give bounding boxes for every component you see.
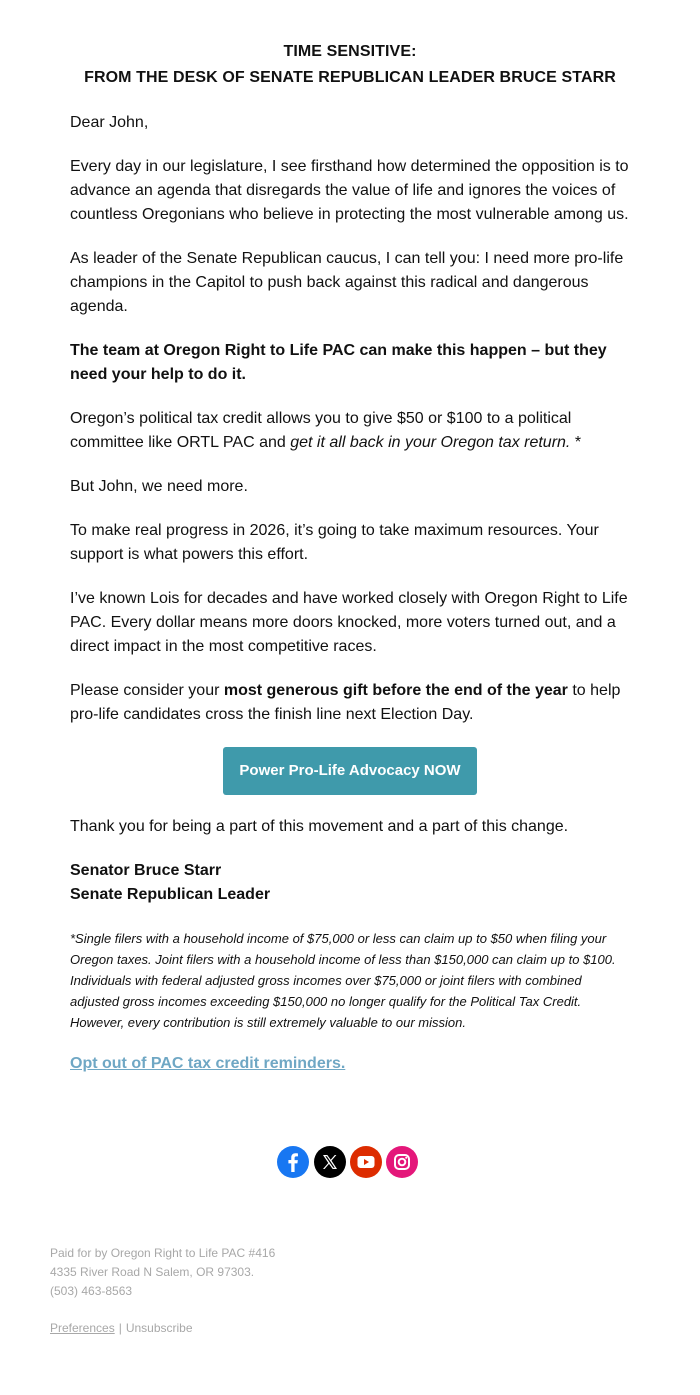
footer-paid-for: Paid for by Oregon Right to Life PAC #416 [50, 1246, 276, 1260]
tax-credit-text: Oregon’s political tax credit allows you to give $50 or $100 to a political committee like ORTL PAC and [70, 410, 572, 451]
paragraph-need-more: But John, we need more. [70, 478, 248, 495]
tax-credit-footnote: *Single filers with a household income of $75,000 or less can claim up to $50 when filing your Oregon taxes. Joint filers with a household income of less than $150,000 can claim up to $100. Individuals with federal adjusted gross incomes over $75,000 or joint filers with combined adjusted gross incomes exceeding $150,000 no longer qualify for the Political Tax Credit. However, every contribution is still extremely valuable to our mission. [70, 931, 616, 1030]
footer-address: 4335 River Road N Salem, OR 97303. [50, 1265, 255, 1279]
greeting: Dear John, [70, 114, 149, 131]
paragraph-opposition: Every day in our legislature, I see firsthand how determined the opposition is to advance an agenda that disregards the value of life and ignores the voices of countless Oregonians who believe in protecting the most vulnerable among us. [70, 158, 629, 223]
tax-credit-italic: get it all back in your Oregon tax return. [290, 434, 571, 451]
signature-name: Senator Bruce Starr [70, 862, 222, 879]
unsubscribe-link[interactable]: Unsubscribe [125, 1321, 193, 1335]
paragraph-thank-you: Thank you for being a part of this movement and a part of this change. [70, 818, 569, 835]
social-icons [277, 1146, 423, 1180]
gift-text-start: Please consider your [70, 682, 224, 699]
x-twitter-icon[interactable] [314, 1146, 346, 1178]
tax-credit-asterisk: * [570, 434, 582, 451]
paragraph-progress: To make real progress in 2026, it’s going to take maximum resources. Your support is what powers this effort. [70, 522, 599, 563]
footer-links [50, 1319, 193, 1338]
footer-phone: (503) 463-8563 [50, 1284, 133, 1298]
instagram-icon[interactable] [386, 1146, 418, 1178]
youtube-icon[interactable] [350, 1146, 382, 1178]
signature-title: Senate Republican Leader [70, 886, 271, 903]
preferences-link[interactable]: Preferences [50, 1321, 115, 1335]
cta-container [0, 747, 700, 795]
facebook-icon[interactable] [277, 1146, 309, 1178]
footer-separator: | [118, 1321, 122, 1335]
gift-text-end: to help pro-life candidates cross the finish line next Election Day. [70, 682, 621, 723]
paragraph-team-bold: The team at Oregon Right to Life PAC can make this happen – but they need your help to do it. [70, 342, 607, 383]
from-desk-heading: FROM THE DESK OF SENATE REPUBLICAN LEADER BRUCE STARR [84, 69, 616, 86]
time-sensitive-heading: TIME SENSITIVE: [283, 43, 417, 60]
opt-out-link[interactable]: Opt out of PAC tax credit reminders. [70, 1055, 346, 1072]
paragraph-lois: I’ve known Lois for decades and have worked closely with Oregon Right to Life PAC. Every dollar means more doors knocked, more voters turned out, and a direct impact in the most competitive races. [70, 590, 628, 655]
power-pro-life-button[interactable]: Power Pro-Life Advocacy NOW [223, 747, 477, 795]
gift-text-bold: most generous gift before the end of the year [223, 682, 568, 699]
paragraph-generous-gift [70, 679, 640, 727]
paragraph-tax-credit [70, 407, 640, 455]
paragraph-caucus: As leader of the Senate Republican caucus, I can tell you: I need more pro-life champions in the Capitol to push back against this radical and dangerous agenda. [70, 250, 624, 315]
